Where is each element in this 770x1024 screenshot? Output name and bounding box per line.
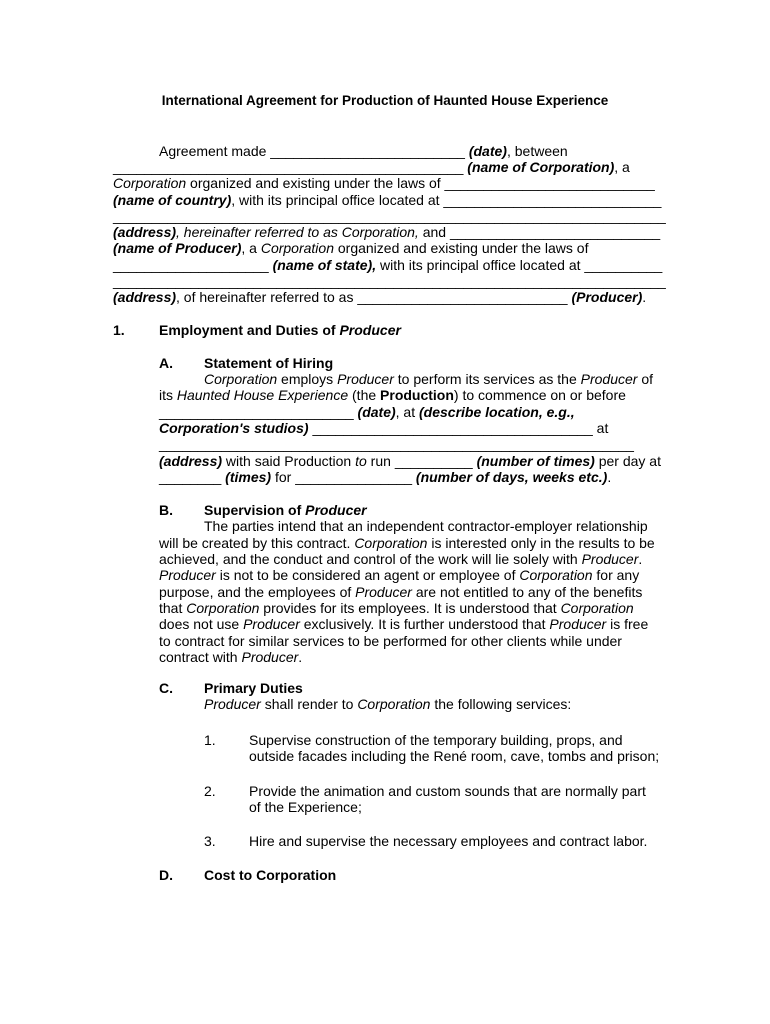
country-blank: ___________________________	[444, 175, 655, 191]
section-b-line-1: The parties intend that an independent contractor-employer relationship	[204, 518, 648, 534]
section-b-line-8: to contract for similar services to be performed for other clients while under	[159, 633, 622, 649]
duty-item-text: outside facades including the René room, cave, tombs and prison;	[249, 748, 660, 764]
section-a-heading: Statement of Hiring	[204, 355, 334, 371]
duty-item-text: of the Experience;	[249, 799, 362, 815]
section-b-heading: Supervision of Producer	[204, 502, 367, 518]
producer-office-blank: __________	[584, 257, 663, 273]
corporation-name-blank: _____________________________________________	[113, 159, 464, 175]
intro-line-2: _____________________________________________ (name of Corporation), a	[113, 159, 630, 175]
production-address-blank: _____________________________________________________________	[159, 436, 634, 452]
intro-line-4: (name of country), with its principal office located at ____________________________	[113, 192, 662, 208]
document-title: International Agreement for Production of Haunted House Experience	[161, 93, 609, 108]
producer-address-blank: _______________________________________________________________________	[113, 273, 666, 289]
section-c-heading: Primary Duties	[204, 680, 303, 696]
intro-line-9	[113, 273, 666, 289]
intro-line-1: Agreement made _________________________ (date), between	[159, 143, 568, 159]
duty-item-text: Provide the animation and custom sounds that are normally part	[249, 783, 646, 799]
section-1-number: 1.	[113, 322, 125, 338]
duty-item-text: Supervise construction of the temporary building, props, and	[249, 732, 623, 748]
date-blank: _________________________	[270, 143, 465, 159]
section-a-line-3: _________________________ (date), at (describe location, e.g.,	[159, 404, 575, 420]
intro-line-7: (name of Producer), a Corporation organized and existing under the laws of	[113, 240, 589, 256]
times-blank: ________	[159, 469, 222, 485]
producer-alias-blank: ___________________________	[357, 289, 568, 305]
start-date-blank: _________________________	[159, 404, 354, 420]
intro-line-6: (address), hereinafter referred to as Corporation, and ___________________________	[113, 224, 661, 240]
intro-line-8: ____________________ (name of state), with its principal office located at __________	[113, 257, 663, 273]
section-1-heading: Employment and Duties of Producer	[159, 322, 401, 338]
section-c-intro: Producer shall render to Corporation the following services:	[204, 696, 572, 712]
duration-blank: _______________	[295, 469, 413, 485]
location-blank: ____________________________________	[308, 420, 593, 436]
section-a-line-2: its Haunted House Experience (the Production) to commence on or before	[159, 387, 626, 403]
address-blank: _______________________________________________________________________	[113, 208, 666, 224]
section-b-line-5: purpose, and the employees of Producer are not entitled to any of the benefits	[159, 584, 643, 600]
intro-line-5	[113, 208, 666, 224]
section-a-letter: A.	[159, 355, 173, 371]
producer-name-blank: ___________________________	[449, 224, 661, 240]
duty-item-number: 1.	[204, 732, 216, 748]
section-b-line-7: does not use Producer exclusively. It is further understood that Producer is free	[159, 616, 649, 632]
state-blank: ____________________	[113, 257, 269, 273]
section-a-line-1: Corporation employs Producer to perform its services as the Producer of	[204, 371, 654, 387]
section-a-line-5	[159, 436, 634, 452]
section-a-line-7: ________ (times) for _______________ (number of days, weeks etc.).	[159, 469, 612, 485]
section-c-letter: C.	[159, 680, 173, 696]
section-b-line-9: contract with Producer.	[159, 649, 303, 665]
section-a-line-6: (address) with said Production to run __________ (number of times) per day at	[159, 453, 661, 469]
duty-item-number: 2.	[204, 783, 216, 799]
intro-line-10: (address), of hereinafter referred to as ___________________________ (Producer).	[113, 289, 647, 305]
section-d-letter: D.	[159, 867, 173, 883]
section-b-line-2: will be created by this contract. Corporation is interested only in the results to be	[159, 535, 655, 551]
section-b-line-3: achieved, and the conduct and control of the work will lie solely with Producer.	[159, 551, 643, 567]
section-b-line-6: that Corporation provides for its employees. It is understood that Corporation	[159, 600, 634, 616]
duty-item-number: 3.	[204, 833, 216, 849]
duty-item-text: Hire and supervise the necessary employees and contract labor.	[249, 833, 648, 849]
section-b-line-4: Producer is not to be considered an agent or employee of Corporation for any	[159, 567, 640, 583]
section-a-line-4: Corporation's studios) ____________________________________ at	[159, 420, 609, 436]
intro-line-3: Corporation organized and existing under the laws of ___________________________	[113, 175, 655, 191]
times-per-day-blank: __________	[394, 453, 473, 469]
office-blank: ____________________________	[443, 192, 662, 208]
section-d-heading: Cost to Corporation	[204, 867, 337, 883]
section-b-letter: B.	[159, 502, 173, 518]
